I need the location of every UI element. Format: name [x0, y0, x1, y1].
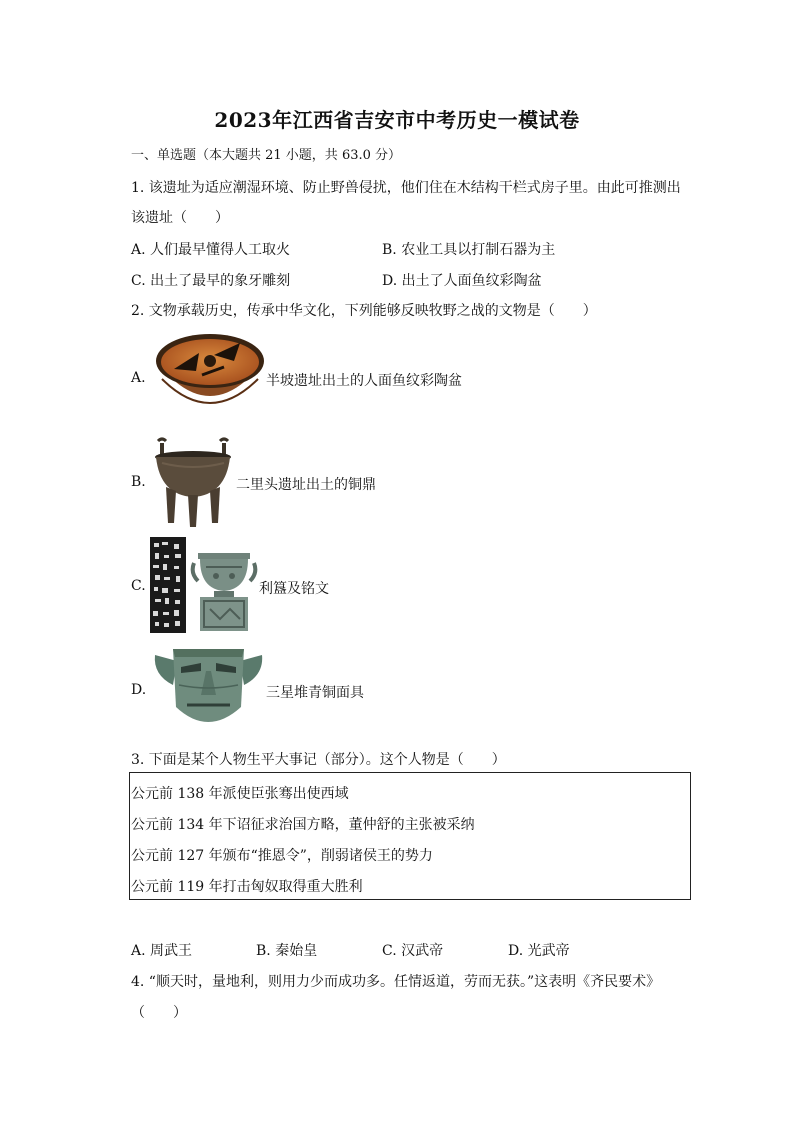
q4-stem-line2: （ ） [131, 1005, 187, 1021]
q1-option-d: D. 出土了人面鱼纹彩陶盆 [382, 273, 542, 289]
q1-option-c: C. 出土了最早的象牙雕刻 [131, 273, 291, 289]
page-title: 2023年江西省吉安市中考历史一模试卷 [214, 108, 580, 132]
q3-option-a: A. 周武王 [131, 943, 193, 959]
q2-option-a-letter: A. [131, 370, 146, 386]
q3-option-c: C. 汉武帝 [382, 943, 444, 959]
inscription-rubbing-image [150, 537, 186, 633]
q3-events-table [129, 772, 691, 900]
q1-stem-line2: 该遗址（ ） [131, 210, 229, 226]
q1-option-a: A. 人们最早懂得人工取火 [131, 242, 291, 258]
q2-option-c-caption: 利簋及铭文 [259, 581, 329, 597]
q2-stem: 2. 文物承载历史，传承中华文化，下列能够反映牧野之战的文物是（ ） [131, 303, 597, 319]
q3-option-d: D. 光武帝 [508, 943, 570, 959]
q3-option-b: B. 秦始皇 [256, 943, 318, 959]
q2-option-b-letter: B. [131, 474, 146, 490]
q3-event-row: 公元前 138 年派使臣张骞出使西域 [131, 786, 349, 802]
q2-option-c-letter: C. [131, 578, 146, 594]
q3-event-row: 公元前 127 年颁布“推恩令”，削弱诸侯王的势力 [131, 848, 433, 864]
q2-option-b-caption: 二里头遗址出土的铜鼎 [236, 477, 376, 493]
q3-event-row: 公元前 134 年下诏征求治国方略，董仲舒的主张被采纳 [131, 817, 475, 833]
q3-stem: 3. 下面是某个人物生平大事记（部分）。这个人物是（ ） [131, 752, 506, 768]
li-gui-vessel-image [190, 549, 258, 633]
q1-option-b: B. 农业工具以打制石器为主 [382, 242, 556, 258]
q2-option-d-caption: 三星堆青铜面具 [266, 685, 364, 701]
q1-stem-line1: 1. 该遗址为适应潮湿环境、防止野兽侵扰，他们住在木结构干栏式房子里。由此可推测出 [131, 180, 681, 196]
sanxingdui-bronze-mask-image [151, 641, 266, 737]
q2-option-d-letter: D. [131, 682, 147, 698]
q4-stem-line1: 4. “顺天时，量地利，则用力少而成功多。任情返道，劳而无获。”这表明《齐民要术》 [131, 974, 661, 990]
q2-option-a-caption: 半坡遗址出土的人面鱼纹彩陶盆 [266, 373, 462, 389]
painted-pottery-bowl-image [154, 331, 266, 423]
q3-event-row: 公元前 119 年打击匈奴取得重大胜利 [131, 879, 363, 895]
section-heading: 一、单选题（本大题共 21 小题，共 63.0 分） [131, 148, 402, 163]
bronze-ding-image [152, 437, 234, 527]
